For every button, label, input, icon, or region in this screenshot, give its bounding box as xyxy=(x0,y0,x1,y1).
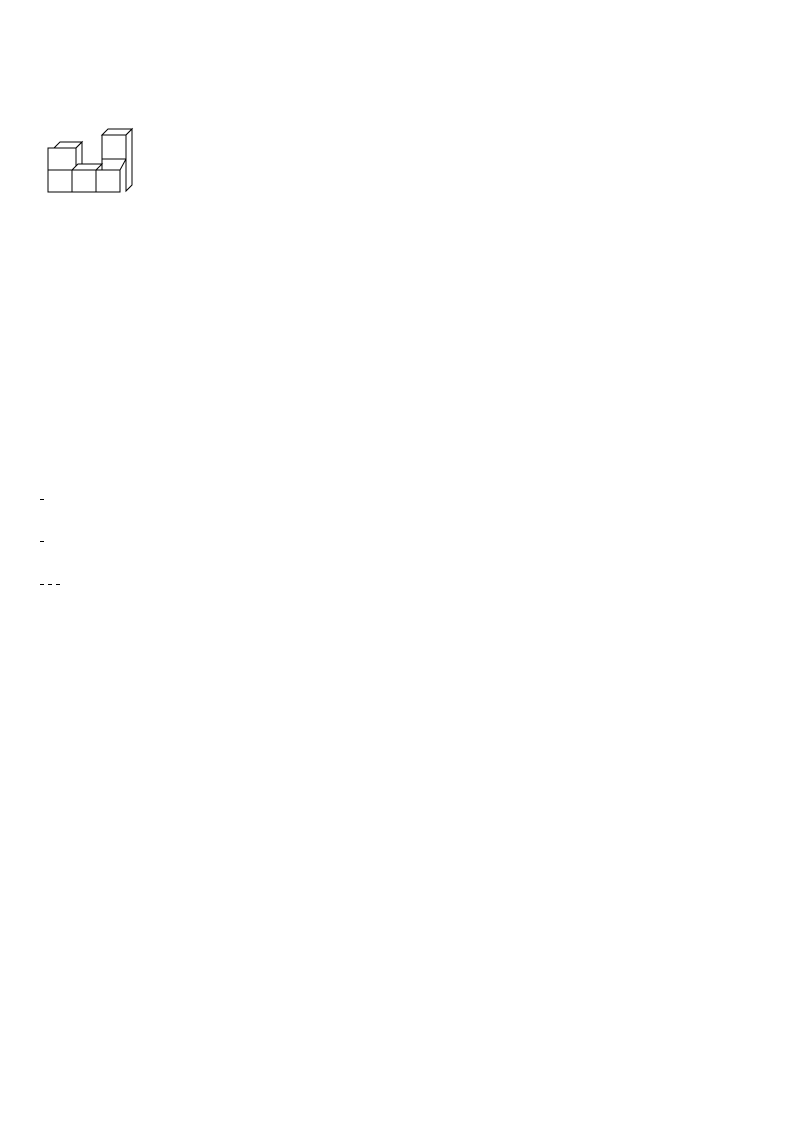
fraction-numerator xyxy=(56,584,60,585)
fraction-numerator xyxy=(40,584,44,585)
fraction-7-10 xyxy=(40,541,44,542)
fraction-1-4 xyxy=(56,584,60,585)
fraction-2-3 xyxy=(40,584,44,585)
question-27-line1 xyxy=(38,484,46,514)
answer-grid-top[interactable] xyxy=(206,104,634,226)
question-27-line2 xyxy=(38,526,46,556)
fraction-numerator xyxy=(40,541,44,542)
question-28-line1 xyxy=(38,569,62,599)
fraction-numerator xyxy=(48,584,52,585)
cube-figure xyxy=(44,125,134,195)
rotation-grid[interactable] xyxy=(38,276,282,456)
fraction-3-5 xyxy=(40,499,44,500)
fraction-1-3 xyxy=(48,584,52,585)
fraction-numerator xyxy=(40,499,44,500)
